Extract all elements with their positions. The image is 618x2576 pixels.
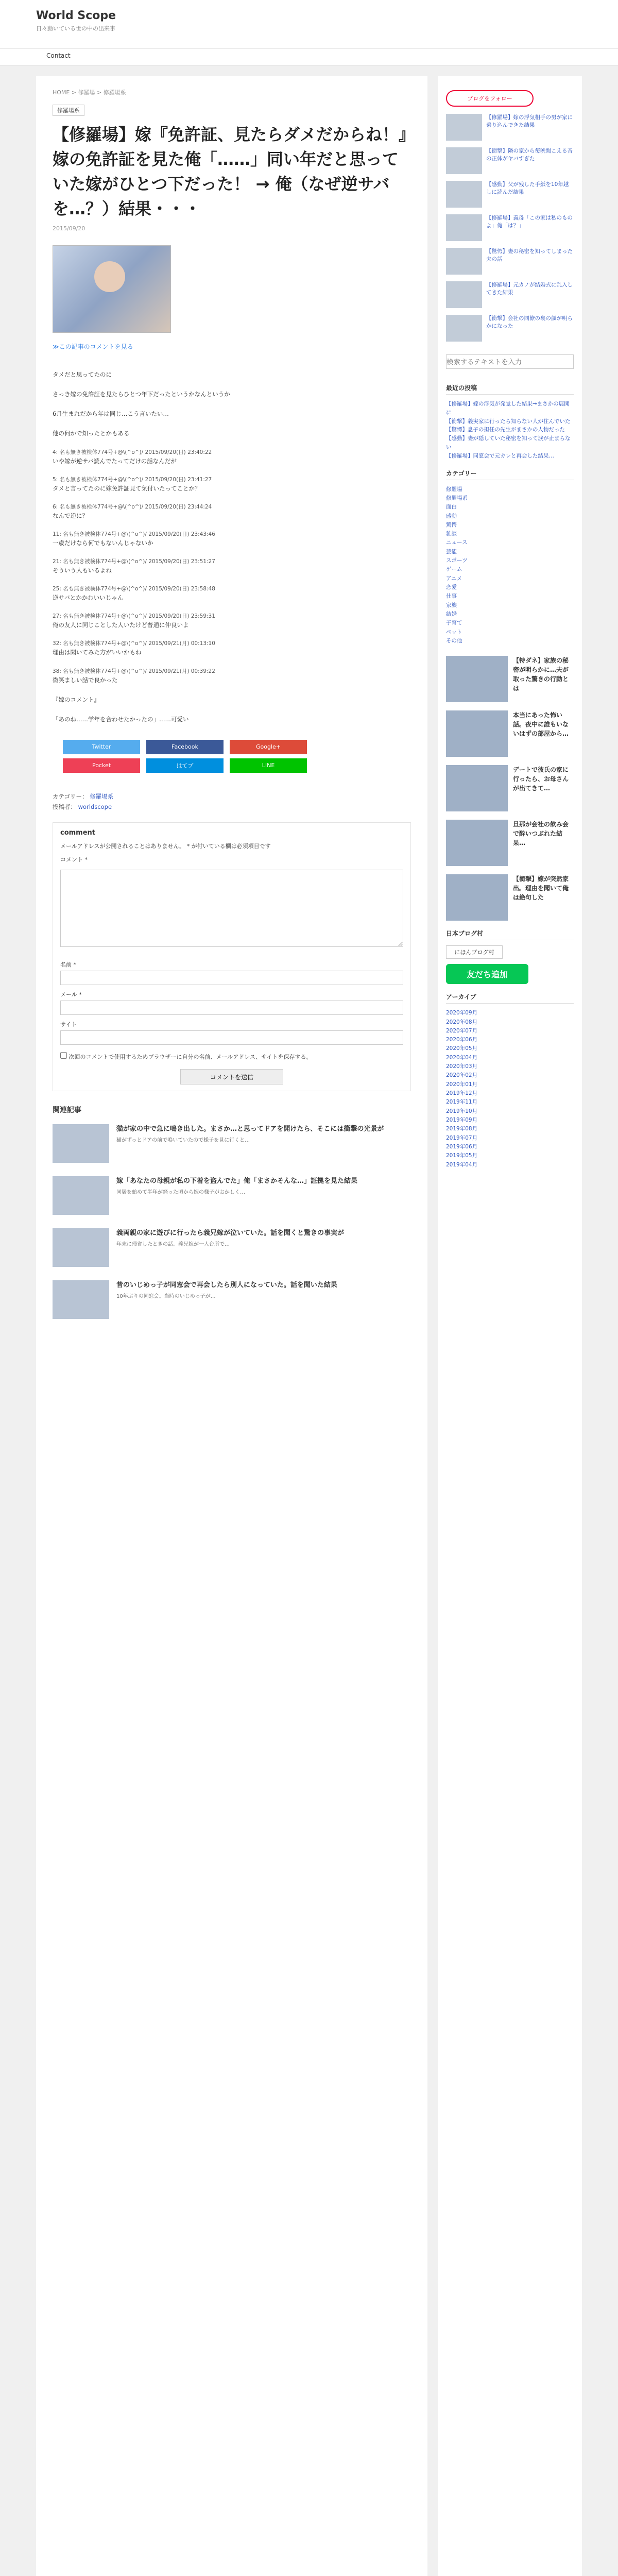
post-title: 【修羅場】嫁『免許証、見たらダメだからね！』嫁の免許証を見た俺「……」同い年だと思っていた嫁がひとつ下だった！ → 俺（なぜ逆サバを…？）結果・・・: [53, 125, 407, 218]
response-header: 27: 名も無き被検体774号+@\(^o^)/ 2015/09/20(日) 23:59:31: [53, 613, 215, 620]
category-link[interactable]: 恋愛: [446, 584, 457, 591]
response-header: 6: 名も無き被検体774号+@\(^o^)/ 2015/09/20(日) 23:44:24: [53, 503, 212, 510]
archive-link[interactable]: 2019年11月: [446, 1099, 478, 1106]
related-snippet: 年末に帰省したときの話。義兄嫁が一人台所で…: [116, 1241, 230, 1247]
share-buttons: [63, 740, 411, 773]
related-thumbnail: [53, 1228, 109, 1267]
popular-title[interactable]: 【衝撃】嫁が突然家出。理由を聞いて俺は絶句した: [513, 875, 569, 902]
related-title[interactable]: 昔のいじめっ子が同窓会で再会したら別人になっていた。話を聞いた結果: [116, 1281, 337, 1290]
related-text: [116, 1280, 337, 1319]
category-link[interactable]: 感動: [446, 513, 457, 519]
responses-block: [53, 448, 411, 685]
category-link[interactable]: ゲーム: [446, 566, 462, 573]
response-body: 理由は聞いてみた方がいいかもね: [53, 649, 142, 656]
share-button-google[interactable]: Google+: [230, 740, 307, 754]
popular-thumbnail: [446, 765, 508, 811]
nav-contact-link[interactable]: Contact: [46, 52, 71, 59]
recent-post-link[interactable]: 【修羅場】嫁の浮気が発覚した結果→まさかの展開に: [446, 401, 570, 416]
sidebar-item-title[interactable]: 【衝撃】隣の家から毎晩聞こえる音の正体がヤバすぎた: [486, 148, 573, 162]
share-button-[interactable]: はてブ: [146, 758, 224, 773]
category-link[interactable]: 芸能: [446, 548, 457, 555]
related-snippet: 同居を始めて半年が経った頃から嫁の様子がおかしく…: [116, 1189, 245, 1195]
related-text: [116, 1124, 384, 1163]
sidebar-item-title[interactable]: 【修羅場】嫁の浮気相手の男が家に乗り込んできた結果: [486, 114, 573, 129]
eyecatch-image: [53, 245, 171, 333]
main-content: [36, 76, 427, 2576]
category-link[interactable]: 家族: [446, 602, 457, 608]
post-date: 2015/09/20: [53, 225, 85, 232]
site-input[interactable]: [60, 1030, 403, 1045]
sidebar: [438, 76, 582, 2576]
archive-link[interactable]: 2019年08月: [446, 1126, 478, 1132]
response-header: 11: 名も無き被検体774号+@\(^o^)/ 2015/09/20(日) 23:43:46: [53, 531, 215, 537]
comment-form: [53, 822, 411, 1091]
popular-title[interactable]: デートで彼氏の家に行ったら、お母さんが出てきて…: [513, 766, 569, 792]
sidebar-thumbnail: [446, 214, 482, 241]
category-link[interactable]: 子育て: [446, 620, 462, 626]
sidebar-thumbnail: [446, 315, 482, 342]
category-link[interactable]: 修羅場: [446, 486, 462, 493]
related-text: [116, 1176, 357, 1215]
related-title[interactable]: 義両親の家に遊びに行ったら義兄嫁が泣いていた。話を聞くと驚きの事実が: [116, 1229, 345, 1238]
site-description: 日々動いている世の中の出来事: [36, 25, 115, 32]
archive-list: [446, 1009, 574, 1170]
response-header: 21: 名も無き被検体774号+@\(^o^)/ 2015/09/20(日) 23:51:27: [53, 558, 215, 565]
author-prefix: 投稿者：: [53, 803, 76, 810]
archive-link[interactable]: 2020年04月: [446, 1054, 478, 1061]
response-body: 俺の友人に同じことした人いたけど普通に仲良いよ: [53, 621, 189, 629]
category-link[interactable]: 結婚: [446, 611, 457, 617]
save-consent-label: 次回のコメントで使用するためブラウザーに自分の名前、メールアドレス、サイトを保存する。: [68, 1054, 312, 1061]
related-item[interactable]: [53, 1124, 411, 1163]
comment-textarea[interactable]: [60, 870, 403, 947]
response-body: そういう人もいるよね: [53, 567, 112, 574]
sidebar-thumbnail: [446, 147, 482, 174]
sidebar-item-title[interactable]: 【衝撃】会社の同僚の裏の顔が明らかになった: [486, 315, 573, 330]
response-header: 4: 名も無き被検体774号+@\(^o^)/ 2015/09/20(日) 23:40:22: [53, 449, 212, 455]
popular-item[interactable]: [446, 874, 574, 921]
archive-link[interactable]: 2020年05月: [446, 1045, 478, 1052]
response-body: タメと言ってたのに嫁免許証見て気付いたってことか？: [53, 484, 201, 492]
recent-post-link[interactable]: 【驚愕】息子の担任の先生がまさかの人物だった: [446, 427, 565, 433]
category-link[interactable]: アニメ: [446, 575, 462, 582]
related-text: [116, 1228, 344, 1267]
related-thumbnail: [53, 1124, 109, 1163]
share-button-facebook[interactable]: Facebook: [146, 740, 224, 754]
intro-paragraph: 他の何かで知ったとかもある: [53, 430, 130, 437]
save-checkbox[interactable]: [60, 1052, 67, 1059]
comment-heading: comment: [60, 829, 96, 837]
related-heading: 関連記事: [53, 1106, 81, 1115]
sidebar-item-title[interactable]: 【感動】父が残した手紙を10年越しに読んだ結果: [486, 181, 569, 196]
category-link[interactable]: 驚愕: [446, 521, 457, 528]
category-list: [446, 485, 574, 646]
sidebar-thumbnail: [446, 248, 482, 275]
note-label: 『嫁のコメント』: [53, 696, 100, 703]
related-title[interactable]: 猫が家の中で急に鳴き出した。まさか…と思ってドアを開けたら、そこには衝撃の光景が: [116, 1125, 384, 1133]
response-header: 25: 名も無き被検体774号+@\(^o^)/ 2015/09/20(日) 23:58:48: [53, 586, 215, 592]
archive-link[interactable]: 2019年06月: [446, 1143, 478, 1150]
response-body: 逆サバとかかわいいじゃん: [53, 594, 124, 602]
popular-item[interactable]: [446, 710, 574, 757]
popular-thumbnail: [446, 656, 508, 702]
comment-note: メールアドレスが公開されることはありません。 * が付いている欄は必須項目です: [60, 843, 271, 850]
sidebar-item-title[interactable]: 【驚愕】妻の秘密を知ってしまった夫の話: [486, 248, 573, 263]
sidebar-recommended: [446, 114, 574, 342]
related-title[interactable]: 嫁「あなたの母親が私の下着を盗んでた」俺「まさかそんな…」証拠を見た結果: [116, 1177, 358, 1185]
popular-list: [446, 656, 574, 921]
response-header: 5: 名も無き被検体774号+@\(^o^)/ 2015/09/20(日) 23:41:27: [53, 476, 212, 483]
popular-title[interactable]: 本当にあった怖い話。夜中に誰もいないはずの部屋から…: [513, 711, 569, 738]
related-thumbnail: [53, 1176, 109, 1215]
related-thumbnail: [53, 1280, 109, 1319]
sidebar-item[interactable]: [446, 248, 574, 275]
popular-item[interactable]: [446, 656, 574, 702]
category-link[interactable]: ニュース: [446, 539, 468, 546]
search-input[interactable]: [446, 354, 574, 369]
response-header: 32: 名も無き被検体774号+@\(^o^)/ 2015/09/21(月) 00:13:10: [53, 640, 215, 647]
response-body: いや嫁が逆サバ読んでたってだけの話なんだが: [53, 457, 177, 465]
related-item[interactable]: [53, 1280, 411, 1319]
recent-post-link[interactable]: 【衝撃】義実家に行ったら知らない人が住んでいた: [446, 418, 571, 425]
sidebar-item[interactable]: [446, 147, 574, 174]
category-link[interactable]: スポーツ: [446, 557, 468, 564]
related-snippet: 猫がずっとドアの前で鳴いていたので様子を見に行くと…: [116, 1137, 250, 1143]
related-list: [53, 1124, 411, 1319]
sidebar-item[interactable]: [446, 214, 574, 241]
sidebar-item[interactable]: [446, 181, 574, 208]
site-title[interactable]: World Scope: [36, 9, 116, 22]
sidebar-item-title[interactable]: 【修羅場】義母「この家は私のものよ」俺「は？」: [486, 215, 573, 229]
email-input[interactable]: [60, 1001, 403, 1015]
category-link[interactable]: 雑談: [446, 531, 457, 537]
archive-link[interactable]: 2019年12月: [446, 1090, 478, 1097]
sidebar-item[interactable]: [446, 114, 574, 141]
archive-link[interactable]: 2020年06月: [446, 1037, 478, 1043]
category-link[interactable]: その他: [446, 637, 462, 644]
response-body: 微笑ましい話で良かった: [53, 676, 118, 684]
sidebar-thumbnail: [446, 114, 482, 141]
related-item[interactable]: [53, 1176, 411, 1215]
archive-link[interactable]: 2019年07月: [446, 1134, 478, 1141]
popular-item[interactable]: [446, 820, 574, 866]
related-item[interactable]: [53, 1228, 411, 1267]
popular-thumbnail: [446, 710, 508, 757]
site-label: サイト: [60, 1021, 77, 1028]
response-body: なんで逆に？: [53, 512, 88, 519]
archive-link[interactable]: 2019年05月: [446, 1153, 478, 1159]
follow-button[interactable]: ブログをフォロー: [446, 90, 534, 107]
site-header: [0, 0, 618, 49]
breadcrumb[interactable]: HOME > 修羅場 > 修羅場系: [53, 89, 126, 96]
archive-link[interactable]: 2020年03月: [446, 1063, 478, 1070]
archive-link[interactable]: 2020年02月: [446, 1072, 478, 1079]
recent-links: [446, 400, 574, 461]
intro-paragraph: タメだと思ってたのに: [53, 371, 112, 378]
ranking-badge[interactable]: にほんブログ村: [446, 945, 503, 959]
popular-item[interactable]: [446, 765, 574, 811]
popular-title[interactable]: 旦那が会社の飲み会で酔いつぶれた結果…: [513, 821, 569, 847]
sidebar-thumbnail: [446, 281, 482, 308]
intro-paragraph: 6月生まれだから年は同じ…こう言いたい…: [53, 410, 169, 418]
category-link[interactable]: 修羅場系: [446, 495, 468, 501]
archive-link[interactable]: 2020年01月: [446, 1081, 478, 1088]
sidebar-item[interactable]: [446, 315, 574, 342]
note-text: 「あのね……学年を合わせたかったの」……可愛い: [53, 715, 189, 723]
category-link[interactable]: 仕事: [446, 593, 457, 600]
archive-heading: アーカイブ: [446, 992, 574, 1004]
tag-prefix: カテゴリー：: [53, 792, 88, 800]
post-tags: [53, 791, 411, 812]
archive-link[interactable]: 2020年07月: [446, 1027, 478, 1034]
category-link[interactable]: ペット: [446, 629, 462, 635]
response-header: 38: 名も無き被検体774号+@\(^o^)/ 2015/09/21(月) 00:39:22: [53, 668, 215, 674]
share-button-pocket[interactable]: Pocket: [63, 758, 140, 773]
archive-link[interactable]: 2019年09月: [446, 1116, 478, 1123]
related-snippet: 10年ぶりの同窓会。当時のいじめっ子が…: [116, 1293, 216, 1299]
popular-thumbnail: [446, 874, 508, 921]
recent-post-link[interactable]: 【感動】妻が隠していた秘密を知って涙が止まらない: [446, 435, 571, 450]
archive-link[interactable]: 2020年09月: [446, 1010, 478, 1016]
category-tag[interactable]: 修羅場系: [53, 105, 84, 116]
archive-link[interactable]: 2020年08月: [446, 1019, 478, 1025]
line-add-friend-button[interactable]: 友だち追加: [446, 964, 528, 984]
recent-post-link[interactable]: 【修羅場】同窓会で元カレと再会した結果…: [446, 452, 554, 459]
popular-thumbnail: [446, 820, 508, 866]
popular-title[interactable]: 【特ダネ】家族の秘密が明らかに…夫が取った驚きの行動とは: [513, 657, 569, 692]
author-link[interactable]: worldscope: [78, 803, 112, 810]
intro-block: [53, 369, 411, 439]
share-button-line[interactable]: LINE: [230, 758, 307, 773]
save-consent[interactable]: [60, 1052, 403, 1061]
archive-link[interactable]: 2019年04月: [446, 1161, 478, 1168]
submit-comment-button[interactable]: コメントを送信: [180, 1069, 283, 1084]
name-label: 名前 *: [60, 961, 76, 969]
name-input[interactable]: [60, 971, 403, 985]
comment-label: コメント *: [60, 856, 88, 863]
sidebar-thumbnail: [446, 181, 482, 208]
sidebar-item-title[interactable]: 【修羅場】元カノが結婚式に乱入してきた結果: [486, 282, 573, 296]
recent-heading: 最近の投稿: [446, 383, 574, 395]
ranking-heading: 日本ブログ村: [446, 929, 574, 940]
response-body: 一歳だけなら何でもないんじゃないか: [53, 539, 153, 547]
nav-bar: [0, 49, 618, 65]
archive-link[interactable]: 2019年10月: [446, 1108, 478, 1114]
share-button-twitter[interactable]: Twitter: [63, 740, 140, 754]
source-link[interactable]: ≫この記事のコメントを見る: [53, 343, 133, 350]
tag-link[interactable]: 修羅場系: [90, 792, 114, 800]
category-heading: カテゴリー: [446, 469, 574, 480]
intro-paragraph: さっき嫁の免許証を見たらひとつ年下だったというかなんというか: [53, 391, 230, 398]
category-link[interactable]: 面白: [446, 504, 457, 511]
email-label: メール *: [60, 991, 82, 998]
sidebar-item[interactable]: [446, 281, 574, 308]
